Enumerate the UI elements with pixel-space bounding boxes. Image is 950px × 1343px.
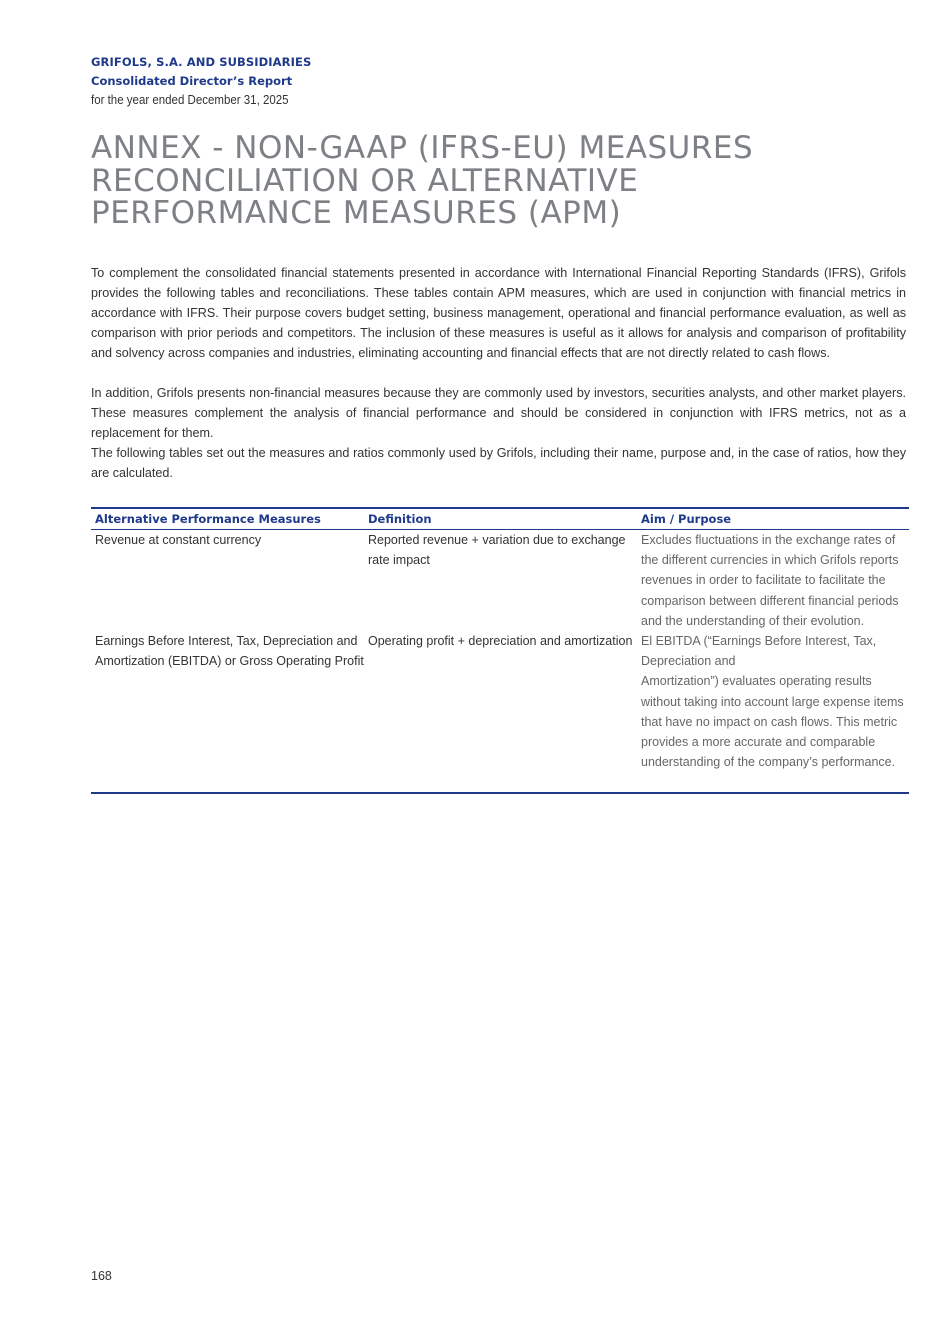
page-title [91,132,881,230]
column-header-measures: Alternative Performance Measures [95,512,321,526]
definition-cell: Reported revenue + variation due to exchange rate impact [368,533,626,568]
report-name: Consolidated Director’s Report [91,74,293,88]
intro-paragraph: In addition, Grifols presents non-financial measures because they are commonly used by investors, securities analysts, and other market players. These measures complement the analysis of financial performance and should be considered in conjunction with IFRS metrics, not as a replacement for them. [91,386,906,440]
title-line: PERFORMANCE MEASURES (APM) [91,195,622,231]
company-name: GRIFOLS, S.A. AND SUBSIDIARIES [91,55,312,69]
definition-cell: Operating profit + depreciation and amortization [368,634,633,648]
table-bottom-rule [91,792,909,794]
aim-line: El EBITDA (“Earnings Before Interest, Tax, [641,634,877,648]
measure-cell: Revenue at constant currency [95,533,262,547]
table-row [91,530,909,631]
column-header-aim: Aim / Purpose [641,512,732,526]
aim-line: Amortization”) evaluates operating results without taking into account large expense items that have no impact on cash flows. This metric provides a more accurate and comparable understanding of the company’s performance. [641,674,904,770]
intro-paragraph-2-block [91,383,906,443]
measure-cell: Earnings Before Interest, Tax, Depreciation and Amortization (EBITDA) or Gross Operating Profit [95,634,364,669]
intro-paragraph: To complement the consolidated financial statements presented in accordance with International Financial Reporting Standards (IFRS), Grifols provides the following tables and reconciliations. These tables contain APM measures, which are used in conjunction with financial metrics in accordance with IFRS. Their purpose covers budget setting, business management, operational and financial performance evaluation, as well as comparison with prior periods and competitors. The inclusion of these measures is useful as it allows for analysis and comparison of profitability and solvency across companies and industries, eliminating accounting and financial effects that are not directly related to cash flows. [91,266,906,360]
intro-paragraph-3-block [91,443,906,483]
document-header [91,53,311,110]
table-row [91,631,909,781]
page-number: 168 [91,1269,112,1283]
report-period: for the year ended December 31, 2025 [91,93,289,107]
intro-paragraph-1-block [91,263,906,363]
column-header-definition: Definition [368,512,432,526]
aim-cell: Excludes fluctuations in the exchange rates of the different currencies in which Grifols reports revenues in order to facilitate to facilitate the comparison between different financial periods and the understanding of their evolution. [641,533,899,628]
apm-table [91,507,909,781]
intro-paragraph: The following tables set out the measures and ratios commonly used by Grifols, including their name, purpose and, in the case of ratios, how they are calculated. [91,446,906,480]
table-header [91,509,909,530]
aim-cell [637,631,909,772]
title-line: ANNEX - NON-GAAP (IFRS-EU) MEASURES [91,130,754,166]
aim-line: Depreciation and [641,654,736,669]
title-line: RECONCILIATION OR ALTERNATIVE [91,162,639,199]
